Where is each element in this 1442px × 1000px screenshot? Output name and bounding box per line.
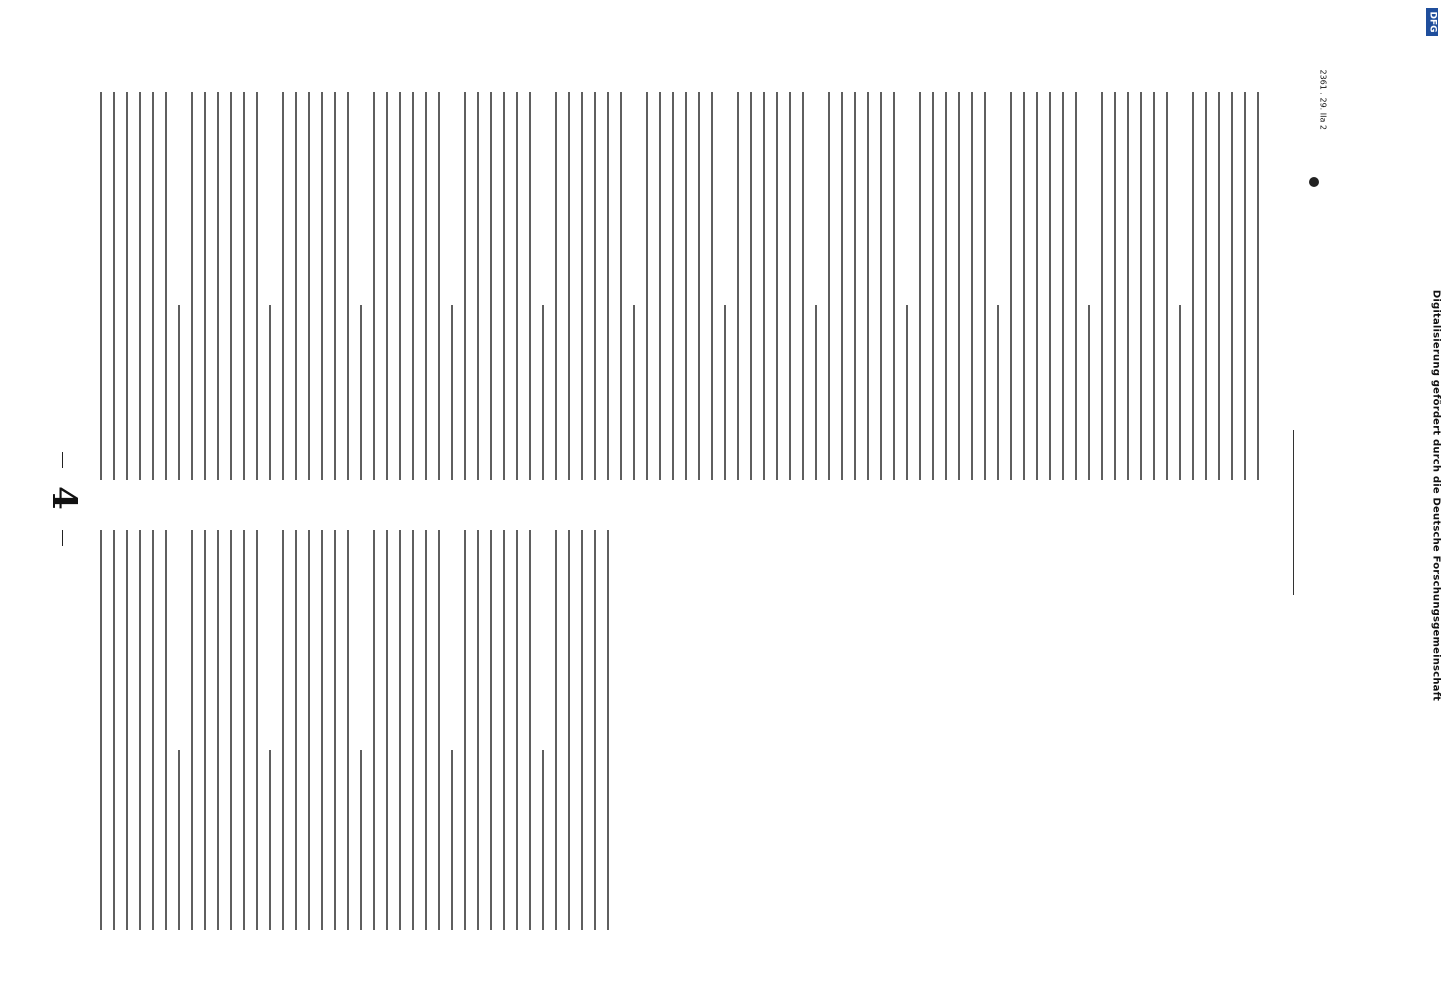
body-column-right bbox=[98, 92, 1268, 480]
text-line bbox=[1101, 92, 1103, 480]
text-line bbox=[776, 92, 778, 480]
text-line bbox=[321, 530, 323, 930]
text-line bbox=[893, 92, 895, 480]
text-line bbox=[620, 92, 622, 480]
text-line bbox=[334, 530, 336, 930]
text-line bbox=[672, 92, 674, 480]
text-line bbox=[360, 750, 362, 930]
text-line bbox=[711, 92, 713, 480]
text-line bbox=[282, 92, 284, 480]
text-line bbox=[698, 92, 700, 480]
text-line bbox=[477, 530, 479, 930]
text-line bbox=[880, 92, 882, 480]
text-line bbox=[828, 92, 830, 480]
text-line bbox=[789, 92, 791, 480]
dfg-digitization-credit: Digitalisierung gefördert durch die Deutsche Forschungsgemeinschaft bbox=[1430, 289, 1442, 702]
text-line bbox=[581, 530, 583, 930]
text-line bbox=[204, 92, 206, 480]
text-line bbox=[1153, 92, 1155, 480]
text-line bbox=[230, 530, 232, 930]
text-line bbox=[321, 92, 323, 480]
text-line bbox=[542, 750, 544, 930]
text-line bbox=[217, 92, 219, 480]
text-line bbox=[126, 92, 128, 480]
text-line bbox=[451, 305, 453, 480]
text-line bbox=[399, 530, 401, 930]
text-line bbox=[529, 530, 531, 930]
text-line bbox=[386, 92, 388, 480]
text-line bbox=[1166, 92, 1168, 480]
text-line bbox=[230, 92, 232, 480]
text-line bbox=[1218, 92, 1220, 480]
text-line bbox=[100, 530, 102, 930]
text-line bbox=[633, 305, 635, 480]
text-line bbox=[1049, 92, 1051, 480]
text-line bbox=[152, 530, 154, 930]
text-line bbox=[646, 92, 648, 480]
text-line bbox=[139, 530, 141, 930]
text-line bbox=[347, 92, 349, 480]
text-line bbox=[425, 530, 427, 930]
text-line bbox=[737, 92, 739, 480]
text-line bbox=[802, 92, 804, 480]
text-line bbox=[607, 92, 609, 480]
text-line bbox=[412, 530, 414, 930]
text-line bbox=[516, 92, 518, 480]
text-line bbox=[152, 92, 154, 480]
text-line bbox=[360, 305, 362, 480]
text-line bbox=[516, 530, 518, 930]
text-line bbox=[347, 530, 349, 930]
text-line bbox=[113, 530, 115, 930]
text-line bbox=[724, 305, 726, 480]
text-line bbox=[867, 92, 869, 480]
text-line bbox=[464, 530, 466, 930]
text-line bbox=[841, 92, 843, 480]
text-line bbox=[217, 530, 219, 930]
text-line bbox=[1244, 92, 1246, 480]
text-line bbox=[685, 92, 687, 480]
text-line bbox=[425, 92, 427, 480]
text-line bbox=[282, 530, 284, 930]
text-line bbox=[945, 92, 947, 480]
page-number-dash-bottom bbox=[62, 530, 63, 546]
text-line bbox=[815, 305, 817, 480]
text-line bbox=[373, 92, 375, 480]
text-line bbox=[568, 530, 570, 930]
text-line bbox=[126, 530, 128, 930]
text-line bbox=[984, 92, 986, 480]
text-line bbox=[256, 530, 258, 930]
text-line bbox=[1140, 92, 1142, 480]
text-line bbox=[906, 305, 908, 480]
text-line bbox=[113, 92, 115, 480]
text-line bbox=[958, 92, 960, 480]
text-line bbox=[1231, 92, 1233, 480]
text-line bbox=[1062, 92, 1064, 480]
archive-signature: 2361 . 29. IIa 2 bbox=[1318, 69, 1328, 131]
text-line bbox=[971, 92, 973, 480]
text-line bbox=[607, 530, 609, 930]
text-line bbox=[659, 92, 661, 480]
text-line bbox=[594, 530, 596, 930]
text-line bbox=[490, 530, 492, 930]
text-line bbox=[243, 530, 245, 930]
text-line bbox=[568, 92, 570, 480]
text-line bbox=[269, 305, 271, 480]
text-line bbox=[191, 92, 193, 480]
text-line bbox=[594, 92, 596, 480]
text-line bbox=[581, 92, 583, 480]
text-line bbox=[1257, 92, 1259, 480]
text-line bbox=[386, 530, 388, 930]
text-line bbox=[438, 530, 440, 930]
text-line bbox=[854, 92, 856, 480]
text-line bbox=[490, 92, 492, 480]
text-line bbox=[399, 92, 401, 480]
text-line bbox=[503, 530, 505, 930]
text-line bbox=[1179, 305, 1181, 480]
text-line bbox=[1127, 92, 1129, 480]
text-line bbox=[412, 92, 414, 480]
text-line bbox=[1088, 305, 1090, 480]
body-column-left bbox=[98, 530, 618, 930]
text-line bbox=[1023, 92, 1025, 480]
text-line bbox=[555, 92, 557, 480]
text-line bbox=[165, 530, 167, 930]
text-line bbox=[477, 92, 479, 480]
dfg-logo bbox=[1426, 8, 1438, 36]
text-line bbox=[243, 92, 245, 480]
text-line bbox=[139, 92, 141, 480]
text-line bbox=[308, 92, 310, 480]
text-line bbox=[178, 305, 180, 480]
text-line bbox=[165, 92, 167, 480]
text-line bbox=[100, 92, 102, 480]
text-line bbox=[750, 92, 752, 480]
text-line bbox=[178, 750, 180, 930]
text-line bbox=[373, 530, 375, 930]
text-line bbox=[529, 92, 531, 480]
text-line bbox=[1192, 92, 1194, 480]
text-line bbox=[1036, 92, 1038, 480]
text-line bbox=[295, 530, 297, 930]
text-line bbox=[1010, 92, 1012, 480]
text-line bbox=[542, 305, 544, 480]
text-line bbox=[763, 92, 765, 480]
text-line bbox=[464, 92, 466, 480]
text-line bbox=[256, 92, 258, 480]
filled-circle-icon bbox=[1309, 177, 1319, 187]
page-number: 4 bbox=[44, 486, 84, 510]
text-line bbox=[295, 92, 297, 480]
text-line bbox=[191, 530, 193, 930]
dfg-logo-text: DFG bbox=[1427, 11, 1438, 33]
text-line bbox=[451, 750, 453, 930]
section-divider-rule bbox=[1293, 430, 1294, 595]
text-line bbox=[932, 92, 934, 480]
text-line bbox=[555, 530, 557, 930]
text-line bbox=[997, 305, 999, 480]
text-line bbox=[269, 750, 271, 930]
text-line bbox=[503, 92, 505, 480]
text-line bbox=[204, 530, 206, 930]
text-line bbox=[334, 92, 336, 480]
text-line bbox=[919, 92, 921, 480]
text-line bbox=[1114, 92, 1116, 480]
text-line bbox=[308, 530, 310, 930]
text-line bbox=[438, 92, 440, 480]
page-number-dash-top bbox=[62, 452, 63, 468]
text-line bbox=[1205, 92, 1207, 480]
text-line bbox=[1075, 92, 1077, 480]
